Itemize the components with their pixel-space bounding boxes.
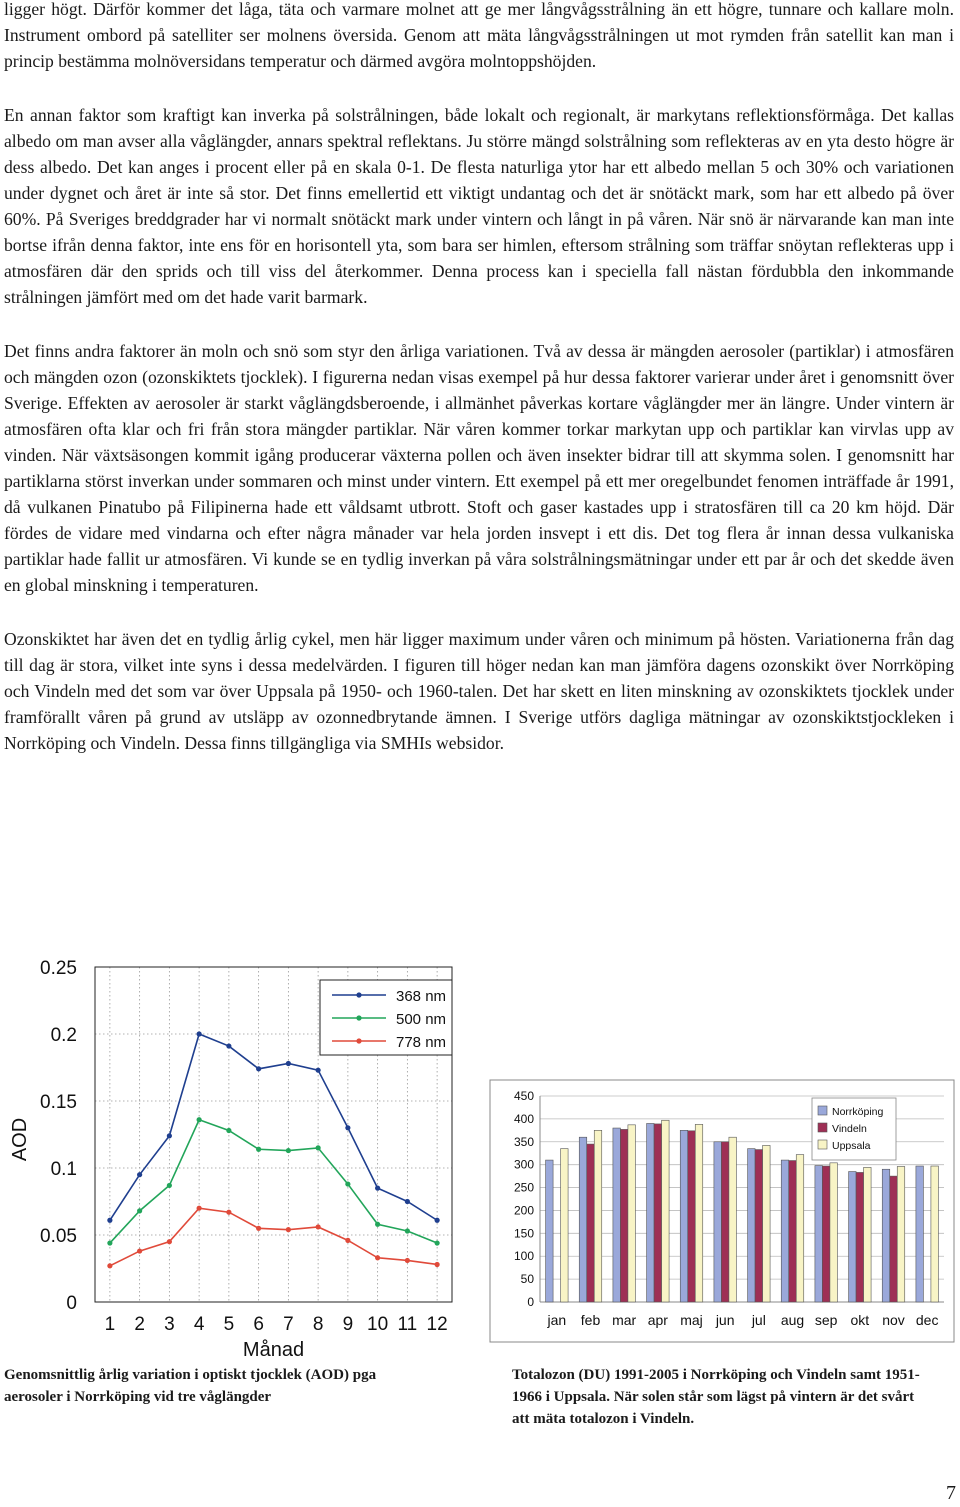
data-point bbox=[197, 1031, 202, 1036]
x-tick-label: feb bbox=[580, 1312, 601, 1328]
x-tick-label: 11 bbox=[397, 1314, 418, 1335]
x-tick-label: nov bbox=[882, 1312, 905, 1328]
x-tick-label: sep bbox=[814, 1312, 838, 1328]
legend-marker bbox=[356, 992, 361, 997]
bar bbox=[882, 1169, 890, 1302]
data-point bbox=[345, 1238, 350, 1243]
legend-marker bbox=[356, 1038, 361, 1043]
bar bbox=[587, 1144, 595, 1302]
bar bbox=[680, 1130, 688, 1302]
aod-line-chart bbox=[0, 955, 480, 1365]
data-point bbox=[256, 1066, 261, 1071]
x-tick-label: maj bbox=[680, 1312, 703, 1328]
y-tick-label: 450 bbox=[513, 1089, 534, 1103]
data-point bbox=[167, 1183, 172, 1188]
bar bbox=[781, 1160, 789, 1302]
data-point bbox=[107, 1218, 112, 1223]
bar bbox=[662, 1120, 670, 1302]
data-point bbox=[316, 1224, 321, 1229]
paragraph: Det finns andra faktorer än moln och snö som styr den årliga variationen. Två av dessa är mängden aerosoler (partiklar) i atmosfären och mängden ozon (ozonskiktets tjocklek). I figurerna nedan visas exempel på hur dessa faktorer varierar under året i genomsnitt över Sverige. Effekten av aerosoler är starkt våglängdsberoende, i allmänhet påverkas kortare våglängder mer än längre. Under vintern är atmosfären ofta klar och fri från stora mängder partiklar. När våren kommer torkar markytan upp och partiklar kan virvlas upp av vinden. När växtsäsongen kommit igång producerar växterna pollen och även insekter bidrar till att skymma solen. I genomsnitt har partiklarna störst inverkan under sommaren och minst under vintern. Ett exempel på ett mer oregelbundet fenomen inträffade år 1991, då vulkanen Pinatubo på Filipinerna hade ett våldsamt utbrott. Stoft och gaser kastades upp i stratosfären till ca 20 km höjd. Där fördes de vidare med vindarna och efter några månader var hela jorden insvept i ett dis. Det tog flera år innan dessa vulkaniska partiklar hade fallit ur atmosfären. Vi kunde se en tydlig inverkan på våra solstrålningsmätningar under ett par år och det skedde även en global minskning i temperaturen. bbox=[4, 341, 954, 595]
bar bbox=[695, 1124, 703, 1302]
bar bbox=[849, 1172, 857, 1302]
x-tick-label: 6 bbox=[253, 1314, 264, 1335]
data-point bbox=[286, 1227, 291, 1232]
data-point bbox=[107, 1240, 112, 1245]
data-point bbox=[137, 1208, 142, 1213]
y-tick-label: 0.15 bbox=[40, 1092, 77, 1113]
legend-swatch bbox=[818, 1123, 827, 1132]
x-tick-label: 1 bbox=[104, 1314, 116, 1335]
data-point bbox=[286, 1148, 291, 1153]
bar bbox=[789, 1161, 797, 1302]
y-tick-label: 350 bbox=[513, 1134, 534, 1149]
series-line bbox=[110, 1034, 437, 1220]
bar bbox=[561, 1149, 569, 1302]
y-tick-label: 150 bbox=[513, 1226, 534, 1241]
aod-chart-caption: Genomsnittlig årlig variation i optiskt tjocklek (AOD) pga aerosoler i Norrköping vid tre våglängder bbox=[4, 1367, 377, 1405]
y-tick-label: 400 bbox=[513, 1111, 534, 1126]
series-line bbox=[110, 1208, 437, 1266]
data-point bbox=[226, 1210, 231, 1215]
paragraph: ligger högt. Därför kommer det låga, täta och varmare molnet att ge mer långvågsstrålning än ett högre, tunnare och kallare moln. Instrument ombord på satelliter ser molnens översida. Genom att mäta långvågsstrålningen ut mot rymden från satellit kan man i princip bestämma molnöversidans temperatur och därmed avgöra molntoppshöjden. bbox=[4, 0, 954, 71]
data-point bbox=[256, 1226, 261, 1231]
x-tick-label: 4 bbox=[193, 1314, 205, 1335]
bar bbox=[628, 1125, 636, 1302]
x-tick-label: 5 bbox=[223, 1314, 235, 1335]
bar bbox=[796, 1155, 804, 1302]
bar bbox=[763, 1145, 771, 1302]
data-point bbox=[167, 1133, 172, 1138]
x-tick-label: 9 bbox=[342, 1314, 354, 1335]
bar bbox=[594, 1130, 602, 1302]
data-point bbox=[405, 1228, 410, 1233]
y-tick-label: 200 bbox=[513, 1203, 534, 1218]
x-tick-label: 2 bbox=[134, 1314, 145, 1335]
paragraph: Ozonskiktet har även det en tydlig årlig cykel, men här ligger maximum under våren och minimum på hösten. Variationerna från dag till dag är stora, vilket inte syns i dessa medelvärden. I figuren till höger nedan kan man jämföra dagens ozonskikt över Norrköping och Vindeln med det som var över Uppsala på 1950- och 1960-talen. Det har skett en liten minskning av ozonskiktets tjocklek under framförallt våren på grund av utsläpp av ozonnedbrytande ämnen. I Sverige utförs dagliga mätningar av ozonskiktstjockleken i Norrköping och Vindeln. Dessa finns tillgängliga via SMHIs websidor. bbox=[4, 629, 954, 753]
page-number: 7 bbox=[946, 1482, 956, 1504]
data-point bbox=[345, 1125, 350, 1130]
x-tick-label: 8 bbox=[312, 1314, 324, 1335]
bar bbox=[931, 1166, 939, 1302]
data-point bbox=[316, 1145, 321, 1150]
legend-label: 500 nm bbox=[396, 1011, 447, 1028]
x-tick-label: 3 bbox=[164, 1314, 175, 1335]
bar bbox=[579, 1137, 587, 1302]
y-tick-label: 50 bbox=[520, 1272, 534, 1287]
bar bbox=[830, 1163, 838, 1302]
paragraph: En annan faktor som kraftigt kan inverka på solstrålningen, både lokalt och regionalt, är markytans reflektionsförmåga. Det kallas albedo om man avser alla våglängder, annars spektral reflektans. Ju större mängd solstrålning som reflekteras av en yta desto högre är dess albedo. Det kan anges i procent eller på en skala 0-1. De flesta naturliga ytor har ett albedo mellan 5 och 30% och variationen under dygnet och året är inte så stor. Det finns emellertid ett viktigt undantag och det är snötäckt mark, som har ett albedo på över 60%. På Sveriges breddgrader har vi normalt snötäckt mark under vintern och långt in på våren. När snö är närvarande kan man inte bortse ifrån denna faktor, inte ens för en horisontell yta, som bara ser himlen, eftersom strålning som träffar snöytan reflekteras upp i atmosfären där den sprids och till viss del återkommer. Denna process kan i speciella fall nästan fördubbla den inkommande strålningen jämfört med om det hade varit barmark. bbox=[4, 105, 954, 307]
bar bbox=[721, 1142, 729, 1302]
data-point bbox=[375, 1186, 380, 1191]
x-tick-label: 7 bbox=[283, 1314, 294, 1335]
data-point bbox=[375, 1255, 380, 1260]
ozone-chart-caption: Totalozon (DU) 1991-2005 i Norrköping och Vindeln samt 1951-1966 i Uppsala. När solen står som lägst på vintern är det svårt att mäta totalozon i Vindeln. bbox=[512, 1367, 920, 1427]
y-tick-label: 0.2 bbox=[50, 1025, 77, 1046]
data-point bbox=[197, 1117, 202, 1122]
series-line bbox=[110, 1120, 437, 1243]
data-point bbox=[167, 1239, 172, 1244]
x-tick-label: aug bbox=[780, 1312, 805, 1328]
y-tick-label: 250 bbox=[513, 1180, 534, 1195]
y-tick-label: 0 bbox=[66, 1293, 77, 1314]
data-point bbox=[405, 1199, 410, 1204]
data-point bbox=[345, 1181, 350, 1186]
y-tick-label: 0 bbox=[527, 1295, 534, 1309]
data-point bbox=[286, 1061, 291, 1066]
x-tick-label: mar bbox=[612, 1312, 637, 1328]
data-point bbox=[435, 1240, 440, 1245]
x-tick-label: jun bbox=[715, 1312, 735, 1328]
data-point bbox=[107, 1263, 112, 1268]
data-point bbox=[256, 1147, 261, 1152]
bar bbox=[714, 1142, 722, 1302]
body-text bbox=[4, 0, 954, 784]
x-tick-label: 10 bbox=[367, 1314, 389, 1335]
legend-swatch bbox=[818, 1140, 827, 1149]
y-tick-label: 0.25 bbox=[40, 958, 77, 979]
bar bbox=[864, 1167, 872, 1302]
data-point bbox=[316, 1068, 321, 1073]
bar bbox=[613, 1128, 620, 1302]
data-point bbox=[375, 1222, 380, 1227]
data-point bbox=[405, 1258, 410, 1263]
bar bbox=[546, 1160, 554, 1302]
legend-label: Uppsala bbox=[832, 1140, 871, 1152]
y-tick-label: 0.05 bbox=[40, 1226, 77, 1247]
bar bbox=[755, 1150, 763, 1302]
ozone-bar-chart bbox=[490, 1080, 950, 1350]
legend-label: Vindeln bbox=[832, 1123, 867, 1135]
bar bbox=[647, 1123, 655, 1302]
bar bbox=[688, 1131, 696, 1302]
bar bbox=[620, 1129, 628, 1302]
y-tick-label: 100 bbox=[513, 1249, 534, 1264]
bar bbox=[897, 1166, 905, 1302]
x-tick-label: okt bbox=[850, 1312, 870, 1328]
bar bbox=[822, 1166, 830, 1302]
data-point bbox=[435, 1262, 440, 1267]
bar bbox=[916, 1166, 924, 1302]
legend-marker bbox=[356, 1015, 361, 1020]
bar bbox=[748, 1149, 756, 1302]
data-point bbox=[137, 1172, 142, 1177]
bar bbox=[856, 1172, 864, 1302]
y-tick-label: 0.1 bbox=[50, 1159, 77, 1180]
x-axis-label: Månad bbox=[242, 1339, 305, 1361]
legend-label: 778 nm bbox=[396, 1034, 447, 1051]
legend-label: Norrköping bbox=[832, 1106, 884, 1118]
data-point bbox=[226, 1043, 231, 1048]
data-point bbox=[197, 1206, 202, 1211]
y-tick-label: 300 bbox=[513, 1157, 534, 1172]
x-tick-label: jul bbox=[751, 1312, 766, 1328]
legend-swatch bbox=[818, 1106, 827, 1115]
x-tick-label: dec bbox=[915, 1312, 939, 1328]
y-axis-label: AOD bbox=[9, 1117, 31, 1162]
bar bbox=[729, 1137, 737, 1302]
x-tick-label: apr bbox=[647, 1312, 668, 1328]
data-point bbox=[435, 1218, 440, 1223]
data-point bbox=[137, 1248, 142, 1253]
bar bbox=[890, 1176, 898, 1302]
x-tick-label: 12 bbox=[426, 1314, 448, 1335]
data-point bbox=[226, 1128, 231, 1133]
bar bbox=[815, 1166, 823, 1302]
bar bbox=[654, 1124, 662, 1302]
legend-label: 368 nm bbox=[396, 988, 447, 1005]
x-tick-label: jan bbox=[547, 1312, 567, 1328]
